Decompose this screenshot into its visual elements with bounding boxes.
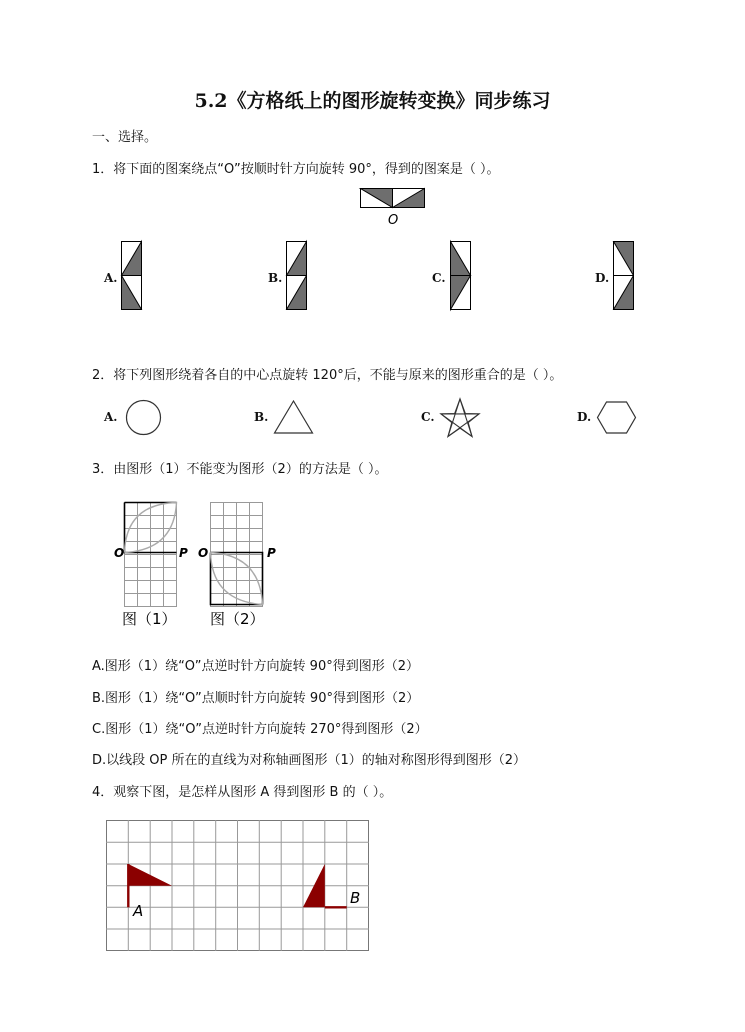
- q3-figure-2: [198, 500, 288, 630]
- q3-fig1-o-label: O: [114, 546, 125, 560]
- question-3-text: 3．由图形（1）不能变为图形（2）的方法是（ ）。: [92, 462, 388, 477]
- q3-fig2-p-label: P: [267, 546, 276, 560]
- circle-icon[interactable]: [125, 399, 163, 437]
- q3-choice-d[interactable]: D.以线段 OP 所在的直线为对称轴画图形（1）的轴对称图形得到图形（2）: [92, 753, 527, 768]
- q2-option-d-label[interactable]: D.: [577, 410, 592, 424]
- question-2-text: 2．将下列图形绕着各自的中心点旋转 120°后，不能与原来的图形重合的是（ ）。: [92, 368, 563, 383]
- q1-option-a-label[interactable]: A.: [104, 271, 118, 285]
- q1-option-b-label[interactable]: B.: [268, 271, 283, 285]
- q3-choice-a[interactable]: A.图形（1）绕“O”点逆时针方向旋转 90°得到图形（2）: [92, 659, 419, 674]
- q3-caption-2: 图（2）: [210, 610, 265, 628]
- label-a: A: [133, 902, 144, 920]
- q1-option-d-label[interactable]: D.: [595, 271, 610, 285]
- q3-choice-c[interactable]: C.图形（1）绕“O”点逆时针方向旋转 270°得到图形（2）: [92, 722, 428, 737]
- q3-caption-1: 图（1）: [122, 610, 177, 628]
- q1-option-a-figure[interactable]: [121, 241, 143, 311]
- hexagon-icon[interactable]: [597, 401, 637, 435]
- q1-option-b-figure[interactable]: [286, 241, 308, 311]
- q3-fig1-p-label: P: [179, 546, 188, 560]
- q1-option-c-figure[interactable]: [450, 241, 472, 311]
- q2-option-a-label[interactable]: A.: [104, 410, 118, 424]
- q3-figure-1: [112, 500, 192, 630]
- q2-option-b-label[interactable]: B.: [254, 410, 269, 424]
- question-1-text: 1．将下面的图案绕点“O”按顺时针方向旋转 90°，得到的图案是（ ）。: [92, 162, 500, 177]
- q1-option-c-label[interactable]: C.: [432, 271, 446, 285]
- q3-choice-b[interactable]: B.图形（1）绕“O”点顺时针方向旋转 90°得到图形（2）: [92, 691, 420, 706]
- section-heading: 一、选择。: [92, 130, 158, 145]
- label-b: B: [350, 889, 361, 907]
- triangle-icon[interactable]: [274, 400, 314, 436]
- q2-option-c-label[interactable]: C.: [421, 410, 435, 424]
- q3-fig2-o-label: O: [198, 546, 209, 560]
- q1-option-d-figure[interactable]: [613, 241, 635, 311]
- question-4-text: 4．观察下图，是怎样从图形 A 得到图形 B 的（ ）。: [92, 785, 393, 800]
- q4-grid-figure: [106, 820, 370, 954]
- center-o-label: O: [388, 213, 399, 228]
- page-title: 5.2《方格纸上的图形旋转变换》同步练习: [194, 90, 551, 112]
- q1-original-pattern: [360, 188, 426, 228]
- star-icon[interactable]: [440, 398, 480, 438]
